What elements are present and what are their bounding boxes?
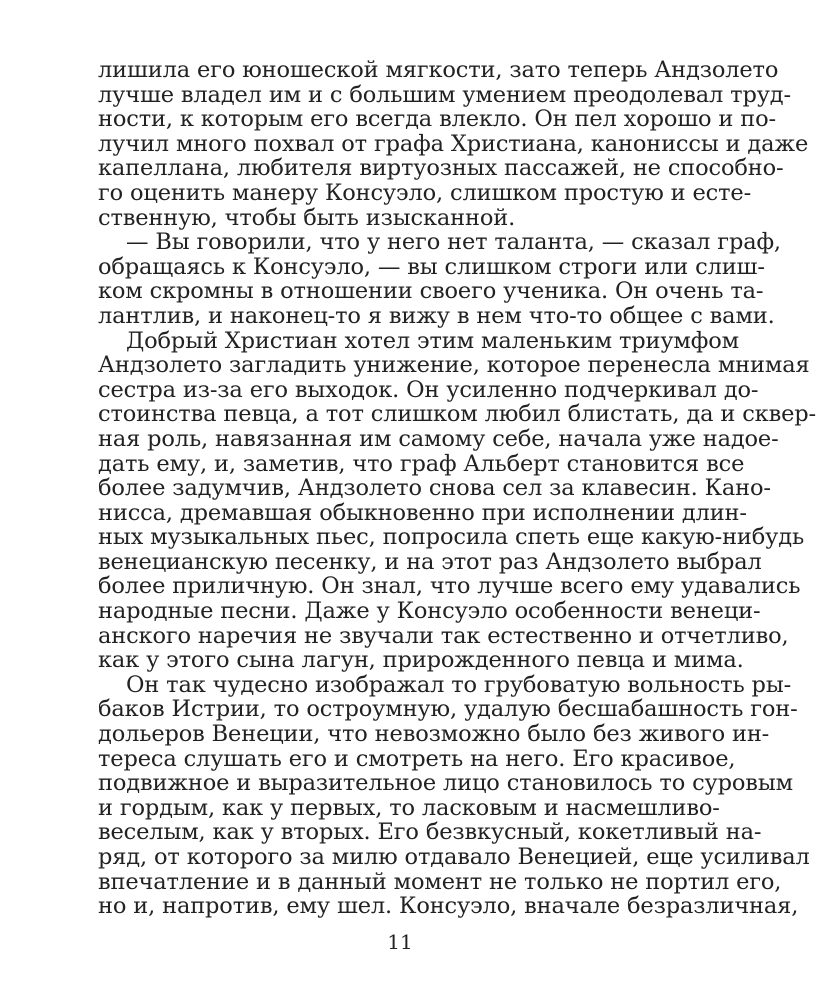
body-text <box>98 57 816 920</box>
text-line: но и, напротив, ему шел. Консуэло, вначале безразличная, <box>98 893 799 920</box>
text-line: веселым, как у вторых. Его безвкусный, кокетливый на- <box>98 819 762 846</box>
text-line: более задумчив, Андзолето снова сел за клавесин. Кано- <box>98 475 771 502</box>
page-number: 11 <box>387 930 413 954</box>
text-line: впечатление и в данный момент не только не портил его, <box>98 868 782 895</box>
text-line: Добрый Христиан хотел этим маленьким триумфом <box>126 327 739 354</box>
text-line: как у этого сына лагун, прирожденного певца и мима. <box>98 647 744 674</box>
text-line: Андзолето загладить унижение, которое перенесла мнимая <box>98 352 810 379</box>
text-line: нисса, дремавшая обыкновенно при исполнении длин- <box>98 499 747 526</box>
text-line: более приличную. Он знал, что лучше всего ему удавались <box>98 573 801 600</box>
text-line: и гордым, как у первых, то ласковым и насмешливо- <box>98 794 720 821</box>
text-line: ности, к которым его всегда влекло. Он пел хорошо и по- <box>98 106 776 133</box>
text-line: лучше владел им и с большим умением преодолевал труд- <box>98 81 791 108</box>
text-line: подвижное и выразительное лицо становилось то суровым <box>98 770 793 797</box>
text-line: обращаясь к Консуэло, — вы слишком строги или слиш- <box>98 253 765 280</box>
text-line: Он так чудесно изображал то грубоватую вольность ры- <box>126 671 792 698</box>
text-line: лучил много похвал от графа Христиана, канониссы и даже <box>98 130 809 157</box>
text-line: дать ему, и, заметив, что граф Альберт становится все <box>98 450 745 477</box>
text-line: тереса слушать его и смотреть на него. Его красивое, <box>98 745 736 772</box>
text-line: венецианскую песенку, и на этот раз Андзолето выбрал <box>98 548 762 575</box>
text-line: капеллана, любителя виртуозных пассажей, не способно- <box>98 155 784 182</box>
text-line: лишила его юношеской мягкости, зато теперь Андзолето <box>98 57 779 83</box>
text-line: народные песни. Даже у Консуэло особенности венеци- <box>98 598 761 625</box>
text-line: ком скромны в отношении своего ученика. Он очень та- <box>98 278 764 305</box>
text-line: анского наречия не звучали так естественно и отчетливо, <box>98 622 789 649</box>
text-line: стоинства певца, а тот слишком любил блистать, да и сквер- <box>98 401 816 428</box>
text-line: дольеров Венеции, что невозможно было без живого ин- <box>98 721 770 748</box>
text-line: го оценить манеру Консуэло, слишком простую и есте- <box>98 179 752 206</box>
text-line: — Вы говорили, что у него нет таланта, — сказал граф, <box>126 229 781 256</box>
text-line: ная роль, навязанная им самому себе, начала уже надое- <box>98 425 779 452</box>
text-line: сестра из-за его выходок. Он усиленно подчеркивал до- <box>98 376 759 403</box>
text-line: ственную, чтобы быть изысканной. <box>98 204 516 231</box>
text-line: ных музыкальных пьес, попросила спеть еще какую-нибудь <box>98 524 805 551</box>
text-line: лантлив, и наконец-то я вижу в нем что-то общее с вами. <box>98 302 775 329</box>
text-line: баков Истрии, то остроумную, удалую бесшабашность гон- <box>98 696 798 723</box>
text-line: ряд, от которого за милю отдавало Венецией, еще усиливал <box>98 844 810 870</box>
